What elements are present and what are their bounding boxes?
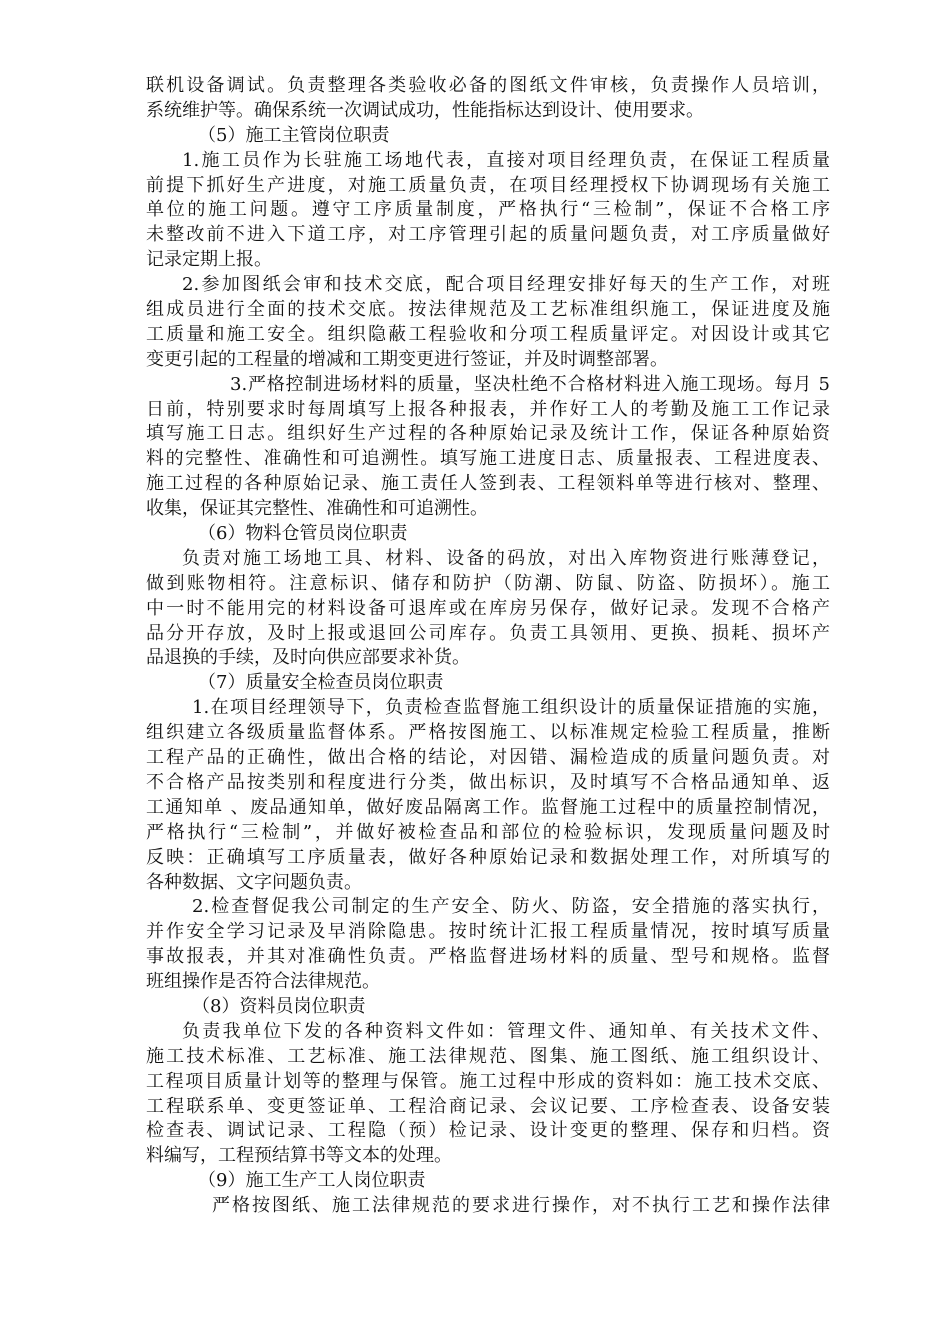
text-line: 组织建立各级质量监督体系。严格按图施工、以标准规定检验工程质量，推断 [146,722,830,744]
text-line: 中一时不能用完的材料设备可退库或在库房另保存，做好记录。发现不合格产 [146,597,830,619]
text-line: 2.检查督促我公司制定的生产安全、防火、防盗，安全措施的落实执行， [192,896,830,918]
text-line: 联机设备调试。负责整理各类验收必备的图纸文件审核，负责操作人员培训， [146,75,830,96]
text-line: 检查表、调试记录、工程隐（预）检记录、设计变更的整理、保存和归档。资 [146,1120,830,1142]
text-line: 1.在项目经理领导下，负责检查监督施工组织设计的质量保证措施的实施， [192,697,830,719]
text-line: 变更引起的工程量的增减和工期变更进行签证，并及时调整部署。 [146,348,668,370]
text-line: 负责我单位下发的各种资料文件如：管理文件、通知单、有关技术文件、 [182,1020,830,1042]
text-line: 品分开存放，及时上报或退回公司库存。负责工具领用、更换、损耗、损坏产 [146,622,830,644]
section-heading: （8）资料员岗位职责 [192,995,366,1017]
text-line: 负责对施工场地工具、材料、设备的码放，对出入库物资进行账薄登记， [182,547,830,569]
text-line: 施工过程的各种原始记录、施工责任人签到表、工程领料单等进行核对、整理、 [146,473,830,495]
text-line: 工程联系单、变更签证单、工程洽商记录、会议记要、工序检查表、设备安装 [146,1095,830,1117]
text-line: 严格执行“三检制”，并做好被检查品和部位的检验标识，发现质量问题及时 [146,821,830,843]
text-line: 2.参加图纸会审和技术交底，配合项目经理安排好每天的生产工作，对班 [182,274,830,296]
text-line: 1.施工员作为长驻施工场地代表，直接对项目经理负责，在保证工程质量 [182,149,830,171]
text-line: 事故报表，并其对准确性负责。严格监督进场材料的质量、型号和规格。监督 [146,946,830,968]
text-line: 班组操作是否符合法律规范。 [146,971,380,993]
section-heading: （6）物料仓管员岗位职责 [198,523,408,545]
text-line: 3.严格控制进场材料的质量，坚决杜绝不合格材料进入施工现场。每月 5 [230,373,830,395]
text-line: 记录定期上报。 [146,249,272,271]
text-line: 施工技术标准、工艺标准、施工法律规范、图集、施工图纸、施工组织设计、 [146,1045,830,1067]
section-heading: （7）质量安全检查员岗位职责 [198,672,444,694]
text-line: 未整改前不进入下道工序，对工序管理引起的质量问题负责，对工序质量做好 [146,224,830,246]
text-line: 料编写，工程预结算书等文本的处理。 [146,1145,452,1167]
text-line: 工程产品的正确性，做出合格的结论，对因错、漏检造成的质量问题负责。对 [146,747,830,769]
text-line: 填写施工日志。组织好生产过程的各种原始记录及统计工作，保证各种原始资 [146,423,830,445]
text-line: 收集，保证其完整性、准确性和可追溯性。 [146,498,488,520]
section-heading: （9）施工生产工人岗位职责 [198,1170,426,1192]
text-line: 日前，特别要求时每周填写上报各种报表，并作好工人的考勤及施工工作记录 [146,398,830,420]
text-line: 料的完整性、准确性和可追溯性。填写施工进度日志、质量报表、工程进度表、 [146,448,830,470]
text-line: 单位的施工问题。遵守工序质量制度，严格执行“三检制”，保证不合格工序 [146,199,830,221]
text-line: 组成员进行全面的技术交底。按法律规范及工艺标准组织施工，保证进度及施 [146,299,830,321]
text-line: 前提下抓好生产进度，对施工质量负责，在项目经理授权下协调现场有关施工 [146,174,830,196]
text-line: 反映：正确填写工序质量表，做好各种原始记录和数据处理工作，对所填写的 [146,846,830,868]
text-line: 工通知单 、废品通知单，做好废品隔离工作。监督施工过程中的质量控制情况， [146,796,830,818]
text-line: 品退换的手续，及时向供应部要求补货。 [146,647,470,669]
text-line: 严格按图纸、施工法律规范的要求进行操作，对不执行工艺和操作法律 [212,1195,830,1217]
text-line: 做到账物相符。注意标识、储存和防护（防潮、防鼠、防盗、防损坏）。施工 [146,572,830,594]
text-line: 并作安全学习记录及早消除隐患。按时统计汇报工程质量情况，按时填写质量 [146,921,830,943]
text-line: 工程项目质量计划等的整理与保管。施工过程中形成的资料如：施工技术交底、 [146,1070,830,1092]
text-line: 不合格产品按类别和程度进行分类，做出标识，及时填写不合格品通知单、返 [146,771,830,793]
text-line: 工质量和施工安全。组织隐蔽工程验收和分项工程质量评定。对因设计或其它 [146,323,830,345]
text-line: 各种数据、文字问题负责。 [146,871,362,893]
section-heading: （5）施工主管岗位职责 [198,124,390,146]
text-line: 系统维护等。确保系统一次调试成功，性能指标达到设计、使用要求。 [146,99,704,121]
document-body [146,74,830,1219]
